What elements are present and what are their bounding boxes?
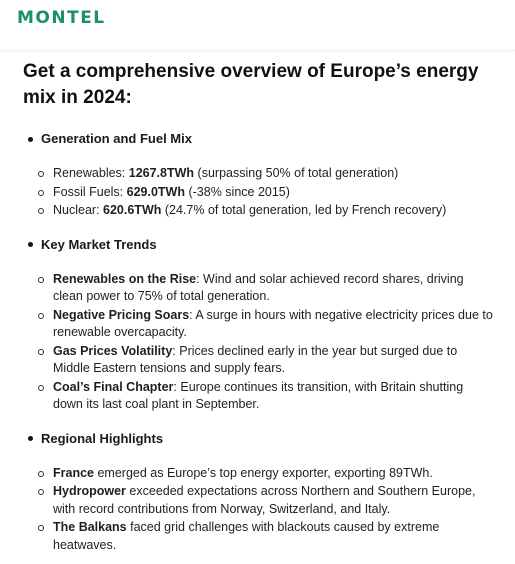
bullet-list <box>23 271 495 414</box>
list-item: Nuclear: 620.6TWh (24.7% of total generation, led by French recovery) <box>38 202 495 220</box>
article-content <box>0 51 515 554</box>
section-regional-highlights <box>23 430 495 555</box>
list-item: Negative Pricing Soars: A surge in hours with negative electricity prices due to renewable overcapacity. <box>38 307 495 342</box>
section-heading <box>23 130 495 148</box>
bullet-list <box>23 165 495 220</box>
bullet-icon <box>28 242 33 247</box>
list-item: Hydropower exceeded expectations across Northern and Southern Europe, with record contributions from Norway, Switzerland, and Italy. <box>38 483 495 518</box>
list-item: The Balkans faced grid challenges with blackouts caused by extreme heatwaves. <box>38 519 495 554</box>
section-heading-text: Regional Highlights <box>41 430 164 446</box>
list-item: Renewables: 1267.8TWh (surpassing 50% of total generation) <box>38 165 495 183</box>
section-heading <box>23 236 495 254</box>
hollow-bullet-icon <box>38 471 44 477</box>
list-item: Gas Prices Volatility: Prices declined early in the year but surged due to Middle Eastern tensions and supply fears. <box>38 343 495 378</box>
page-title: Get a comprehensive overview of Europe’s energy mix in 2024: <box>23 61 479 108</box>
bullet-icon <box>28 137 33 142</box>
hollow-bullet-icon <box>38 349 44 355</box>
hollow-bullet-icon <box>38 385 44 391</box>
hollow-bullet-icon <box>38 208 44 214</box>
section-heading-text: Generation and Fuel Mix <box>41 131 192 146</box>
montel-logo[interactable]: MONTEL <box>17 8 106 28</box>
section-heading-text: Key Market Trends <box>41 236 157 252</box>
section-generation-fuel-mix <box>23 130 495 220</box>
list-item: Renewables on the Rise: Wind and solar achieved record shares, driving clean power to 75% of total generation. <box>38 271 495 306</box>
section-key-market-trends <box>23 236 495 414</box>
hollow-bullet-icon <box>38 190 44 196</box>
list-item: France emerged as Europe’s top energy exporter, exporting 89TWh. <box>38 465 495 483</box>
section-heading <box>23 430 495 448</box>
hollow-bullet-icon <box>38 525 44 531</box>
bullet-list <box>23 465 495 555</box>
hollow-bullet-icon <box>38 489 44 495</box>
list-item: Fossil Fuels: 629.0TWh (-38% since 2015) <box>38 184 495 202</box>
list-item: Coal’s Final Chapter: Europe continues its transition, with Britain shutting down its last coal plant in September. <box>38 379 495 414</box>
hollow-bullet-icon <box>38 277 44 283</box>
bullet-icon <box>28 436 33 441</box>
top-bar <box>0 0 515 51</box>
hollow-bullet-icon <box>38 171 44 177</box>
hollow-bullet-icon <box>38 313 44 319</box>
